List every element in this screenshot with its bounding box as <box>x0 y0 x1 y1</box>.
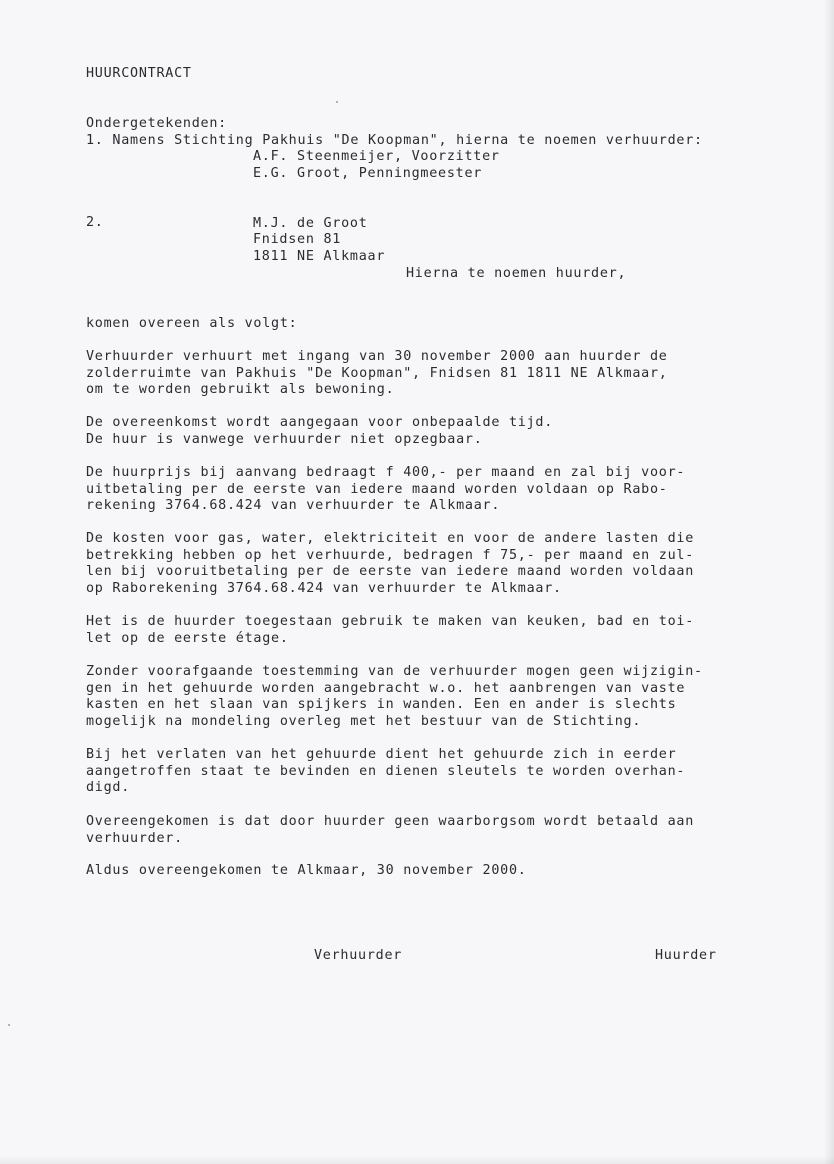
contract-paragraph-closing: Aldus overeengekomen te Alkmaar, 30 november 2000. <box>86 863 527 878</box>
party-2-role: Hierna te noemen huurder, <box>406 266 627 281</box>
party-1-line: 1. Namens Stichting Pakhuis "De Koopman", hierna te noemen verhuurder: <box>86 133 703 148</box>
contract-paragraph-alterations: Zonder voorafgaande toestemming van de verhuurder mogen geen wijzigin- gen in het gehuurde worden aangebracht w.o. het aanbrengen van vaste kasten en het slaan van spijkers in wanden. Een en ander is slechts mogelijk na mondeling overleg met het bestuur van de Stichting. <box>86 664 703 729</box>
contract-paragraph-rental: Verhuurder verhuurt met ingang van 30 november 2000 aan huurder de zolderruimte van Pakhuis "De Koopman", Fnidsen 81 1811 NE Alkmaar, om te worden gebruikt als bewoning. <box>86 349 668 397</box>
contract-paragraph-term: De overeenkomst wordt aangegaan voor onbepaalde tijd. De huur is vanwege verhuurder niet opzegbaar. <box>86 415 554 447</box>
party-1-signer: E.G. Groot, Penningmeester <box>253 166 483 181</box>
paper-speck <box>336 101 338 103</box>
contract-paragraph-service-costs: De kosten voor gas, water, elektriciteit en voor de andere lasten die betrekking hebben op het verhuurde, bedragen f 75,- per maand en zul- len bij vooruitbetaling per de eerste van iedere maand worden voldaan op Raborekening 3764.68.424 van verhuurder te Alkmaar. <box>86 531 695 596</box>
party-2-number: 2. <box>86 215 104 230</box>
party-2-street: Fnidsen 81 <box>253 232 342 247</box>
party-2-city: 1811 NE Alkmaar <box>253 249 386 264</box>
contract-paragraph-deposit: Overeengekomen is dat door huurder geen waarborgsom wordt betaald aan verhuurder. <box>86 814 695 846</box>
contract-paragraph-shared-facilities: Het is de huurder toegestaan gebruik te maken van keuken, bad en toi- let op de eerste étage. <box>86 614 695 646</box>
party-1-signer: A.F. Steenmeijer, Voorzitter <box>253 149 500 164</box>
contract-paragraph-leaving: Bij het verlaten van het gehuurde dient het gehuurde zich in eerder aangetroffen staat te bevinden en dienen sleutels te worden overhan- digd. <box>86 747 686 795</box>
signature-landlord-label: Verhuurder <box>314 948 403 963</box>
paper-speck <box>8 1024 10 1026</box>
contract-paragraph-rent-price: De huurprijs bij aanvang bedraagt f 400,- per maand en zal bij voor- uitbetaling per de eerste van iedere maand worden voldaan op Rabo- rekening 3764.68.424 van verhuurder te Alkmaar. <box>86 465 686 513</box>
intro-line: Ondergetekenden: <box>86 116 227 131</box>
signature-tenant-label: Huurder <box>655 948 717 963</box>
agreement-intro: komen overeen als volgt: <box>86 316 298 331</box>
document-title: HUURCONTRACT <box>86 66 192 81</box>
party-2-name: M.J. de Groot <box>253 216 368 231</box>
